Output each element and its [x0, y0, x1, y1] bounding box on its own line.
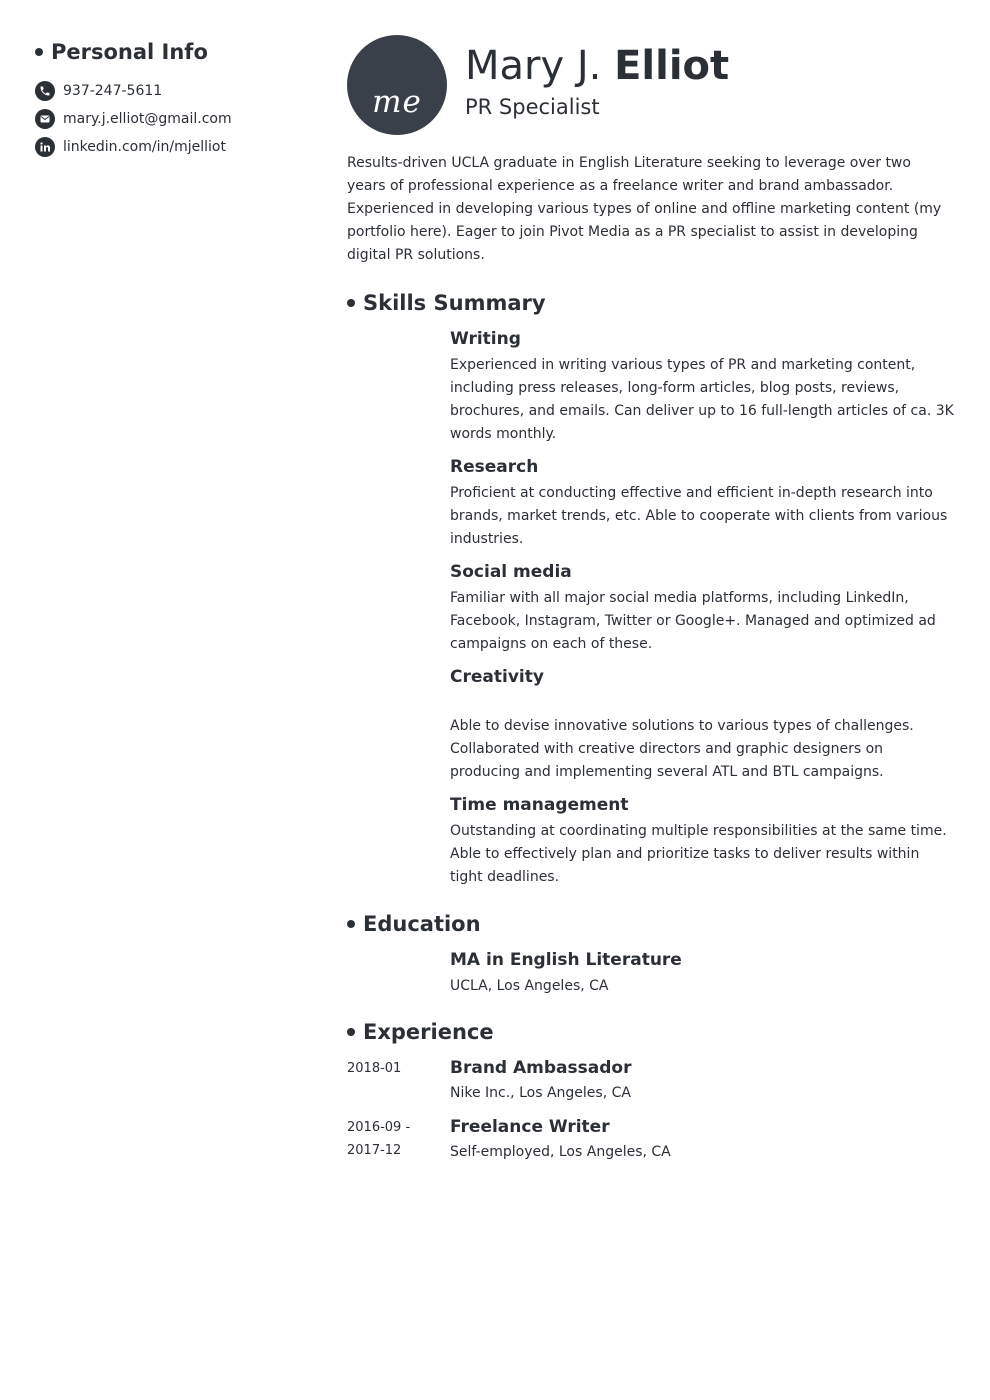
skill-title: Writing — [450, 329, 521, 349]
experience-item — [347, 1056, 957, 1105]
education-heading-text: Education — [363, 912, 481, 936]
experience-title: Freelance Writer — [450, 1117, 610, 1137]
name-block — [465, 41, 729, 121]
experience-item — [347, 1115, 957, 1164]
experience-body — [450, 1056, 955, 1105]
avatar — [347, 35, 447, 135]
last-name: Elliot — [614, 43, 730, 89]
bullet-icon — [347, 920, 355, 928]
contact-linkedin — [35, 133, 305, 161]
skill-list — [347, 327, 957, 889]
experience-date: 2018-01 — [347, 1061, 402, 1076]
school-name: UCLA, Los Angeles, CA — [450, 978, 609, 994]
phone-icon — [35, 81, 55, 101]
experience-heading — [347, 1016, 957, 1048]
skill-description: Experienced in writing various types of PR and marketing content, including press releases, long-form articles, blog posts, reviews, brochures, and emails. Can deliver up to 16 full-length articles of ca. 3K words monthly. — [450, 357, 954, 442]
bullet-icon — [347, 1028, 355, 1036]
skill-item — [450, 560, 957, 656]
profile-summary: Results-driven UCLA graduate in English Literature seeking to leverage over two years of professional experience as a freelance writer and brand ambassador. Experienced in developing various types of online and offline marketing content (my portfolio here). Eager to join Pivot Media as a PR specialist to assist in developing digital PR solutions. — [347, 155, 942, 263]
experience-company: Self-employed, Los Angeles, CA — [450, 1144, 671, 1160]
skill-description: Familiar with all major social media platforms, including LinkedIn, Facebook, Instagram, Twitter or Google+. Managed and optimized ad campaigns on each of these. — [450, 590, 936, 652]
experience-title: Brand Ambassador — [450, 1058, 632, 1078]
bullet-icon — [35, 48, 43, 56]
avatar-initials: me — [372, 84, 422, 120]
personal-info-heading — [35, 36, 305, 68]
experience-date: 2016-09 - 2017-12 — [347, 1120, 411, 1158]
contact-email — [35, 105, 305, 133]
contact-phone — [35, 77, 305, 105]
personal-info-heading-text: Personal Info — [51, 40, 208, 64]
experience-company: Nike Inc., Los Angeles, CA — [450, 1085, 631, 1101]
phone-text[interactable]: 937-247-5611 — [63, 83, 163, 99]
linkedin-icon — [35, 137, 55, 157]
skill-description: Able to devise innovative solutions to various types of challenges. Collaborated with creative directors and graphic designers on producing and implementing several ATL and BTL campaigns. — [450, 718, 914, 780]
skill-title: Research — [450, 457, 539, 477]
skill-title: Creativity — [450, 667, 544, 687]
education-heading — [347, 908, 957, 940]
skill-description: Outstanding at coordinating multiple responsibilities at the same time. Able to effectively plan and prioritize tasks to deliver results within tight deadlines. — [450, 823, 947, 885]
skill-title: Time management — [450, 795, 629, 815]
full-name — [465, 41, 729, 91]
skill-item — [450, 327, 957, 446]
email-text[interactable]: mary.j.elliot@gmail.com — [63, 111, 232, 127]
skills-heading-text: Skills Summary — [363, 291, 546, 315]
skill-item — [450, 455, 957, 551]
experience-list — [347, 1056, 957, 1164]
experience-body — [450, 1115, 955, 1164]
skills-heading — [347, 287, 957, 319]
job-title: PR Specialist — [465, 95, 600, 119]
degree-title: MA in English Literature — [450, 950, 682, 970]
education-item — [450, 948, 957, 998]
education-list — [347, 948, 957, 998]
resume-header — [347, 35, 957, 135]
main-content — [347, 35, 957, 1164]
contact-list — [35, 77, 305, 161]
bullet-icon — [347, 299, 355, 307]
skill-item — [450, 793, 957, 889]
first-name: Mary J. — [465, 43, 602, 89]
email-icon — [35, 109, 55, 129]
skill-item — [450, 665, 957, 784]
linkedin-text[interactable]: linkedin.com/in/mjelliot — [63, 139, 226, 155]
sidebar — [35, 36, 305, 161]
skill-title: Social media — [450, 562, 572, 582]
experience-heading-text: Experience — [363, 1020, 494, 1044]
skill-description: Proficient at conducting effective and efficient in-depth research into brands, market trends, etc. Able to cooperate with clients from various industries. — [450, 485, 948, 547]
